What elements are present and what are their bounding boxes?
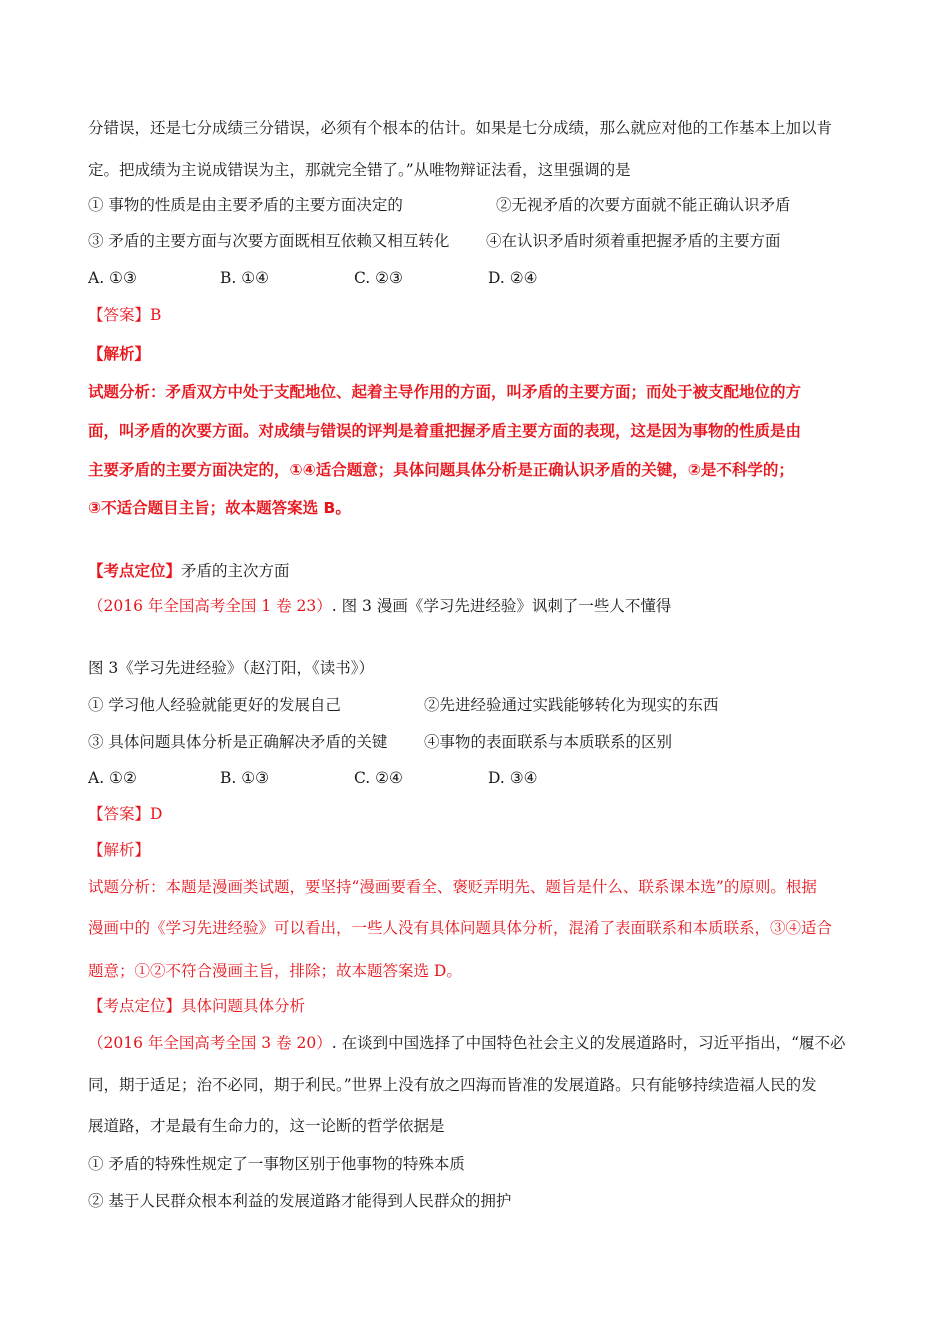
q2-choice-b: B. ①③	[220, 769, 270, 787]
q2-kaodian	[88, 996, 870, 1016]
q2-explanation-line-3: 题意；①②不符合漫画主旨，排除；故本题答案选 D。	[88, 962, 462, 980]
q2-figure-caption: 图 3《学习先进经验》（赵汀阳，《读书》）	[88, 659, 375, 677]
q2-answer-value: D	[150, 805, 163, 823]
q1-kaodian-label: 【考点定位】	[88, 561, 182, 580]
q2-option-1: ① 学习他人经验就能更好的发展自己	[88, 696, 341, 714]
q2-kaodian-label: 【考点定位】	[88, 997, 182, 1015]
q1-answer-label: 【答案】	[88, 306, 151, 324]
q3-stem-line-1	[88, 1033, 870, 1053]
q1-explanation-line-3: 主要矛盾的主要方面决定的，①④适合题意；具体问题具体分析是正确认识矛盾的关键，②是不科学的；	[88, 461, 794, 479]
q1-answer-value: B	[150, 306, 162, 324]
q2-explanation-line-2: 漫画中的《学习先进经验》可以看出，一些人没有具体问题具体分析，混淆了表面联系和本质联系，③④适合	[88, 919, 833, 937]
q1-analysis-label: 【解析】	[88, 344, 151, 363]
q1-option-4: ④在认识矛盾时须着重把握矛盾的主要方面	[486, 232, 781, 250]
q3-option-2: ② 基于人民群众根本利益的发展道路才能得到人民群众的拥护	[88, 1192, 512, 1210]
q1-option-3: ③ 矛盾的主要方面与次要方面既相互依赖又相互转化	[88, 232, 450, 250]
q1-kaodian-value: 矛盾的主次方面	[181, 562, 290, 580]
q1-choice-c: C. ②③	[354, 269, 403, 287]
q1-choice-b: B. ①④	[220, 269, 270, 287]
q2-choice-a: A. ①②	[88, 769, 137, 787]
q1-choice-a: A. ①③	[88, 269, 137, 287]
q2-answer-label: 【答案】	[88, 805, 151, 823]
q2-kaodian-value: 具体问题具体分析	[181, 997, 306, 1015]
q2-source: （2016 年全国高考全国 1 卷 23）	[88, 597, 332, 615]
q1-stem-line-1: 分错误，还是七分成绩三分错误，必须有个根本的估计。如果是七分成绩，那么就应对他的工作基本上加以肯	[88, 119, 833, 137]
q1-option-1: ① 事物的性质是由主要矛盾的主要方面决定的	[88, 196, 403, 214]
q1-explanation-line-2: 面，叫矛盾的次要方面。对成绩与错误的评判是着重把握矛盾主要方面的表现，这是因为事物的性质是由	[88, 422, 802, 440]
q2-explanation-line-1: 试题分析：本题是漫画类试题，要坚持“漫画要看全、褒贬弄明先、题旨是什么、联系课本选”的原则。根据	[88, 878, 817, 896]
q1-answer	[88, 305, 870, 325]
q1-choice-d: D. ②④	[488, 269, 538, 287]
q1-explanation-line-4: ③不适合题目主旨；故本题答案选 B。	[88, 499, 351, 517]
q3-stem-text-1: . 在谈到中国选择了中国特色社会主义的发展道路时，习近平指出，“履不必	[331, 1034, 846, 1052]
q1-stem-line-2: 定。把成绩为主说成错误为主，那就完全错了。”从唯物辩证法看，这里强调的是	[88, 161, 631, 179]
q2-option-2: ②先进经验通过实践能够转化为现实的东西	[424, 696, 719, 714]
q3-stem-line-3: 展道路，才是最有生命力的，这一论断的哲学依据是	[88, 1117, 445, 1135]
q2-choice-c: C. ②④	[354, 769, 403, 787]
q2-answer	[88, 804, 870, 824]
q3-option-1: ① 矛盾的特殊性规定了一事物区别于他事物的特殊本质	[88, 1155, 465, 1173]
q1-kaodian	[88, 561, 870, 581]
q2-analysis-label: 【解析】	[88, 841, 151, 859]
q3-stem-line-2: 同，期于适足；治不必同，期于利民。”世界上没有放之四海而皆准的发展道路。只有能够持续造福人民的发	[88, 1076, 817, 1094]
q2-stem	[88, 596, 870, 616]
q3-source: （2016 年全国高考全国 3 卷 20）	[88, 1034, 332, 1052]
q2-stem-text: . 图 3 漫画《学习先进经验》讽刺了一些人不懂得	[331, 597, 672, 615]
q2-option-3: ③ 具体问题具体分析是正确解决矛盾的关键	[88, 733, 388, 751]
q1-explanation-line-1: 试题分析：矛盾双方中处于支配地位、起着主导作用的方面，叫矛盾的主要方面；而处于被支配地位的方	[88, 383, 802, 401]
q2-option-4: ④事物的表面联系与本质联系的区别	[424, 733, 673, 751]
q1-option-2: ②无视矛盾的次要方面就不能正确认识矛盾	[496, 196, 791, 214]
q2-choice-d: D. ③④	[488, 769, 538, 787]
